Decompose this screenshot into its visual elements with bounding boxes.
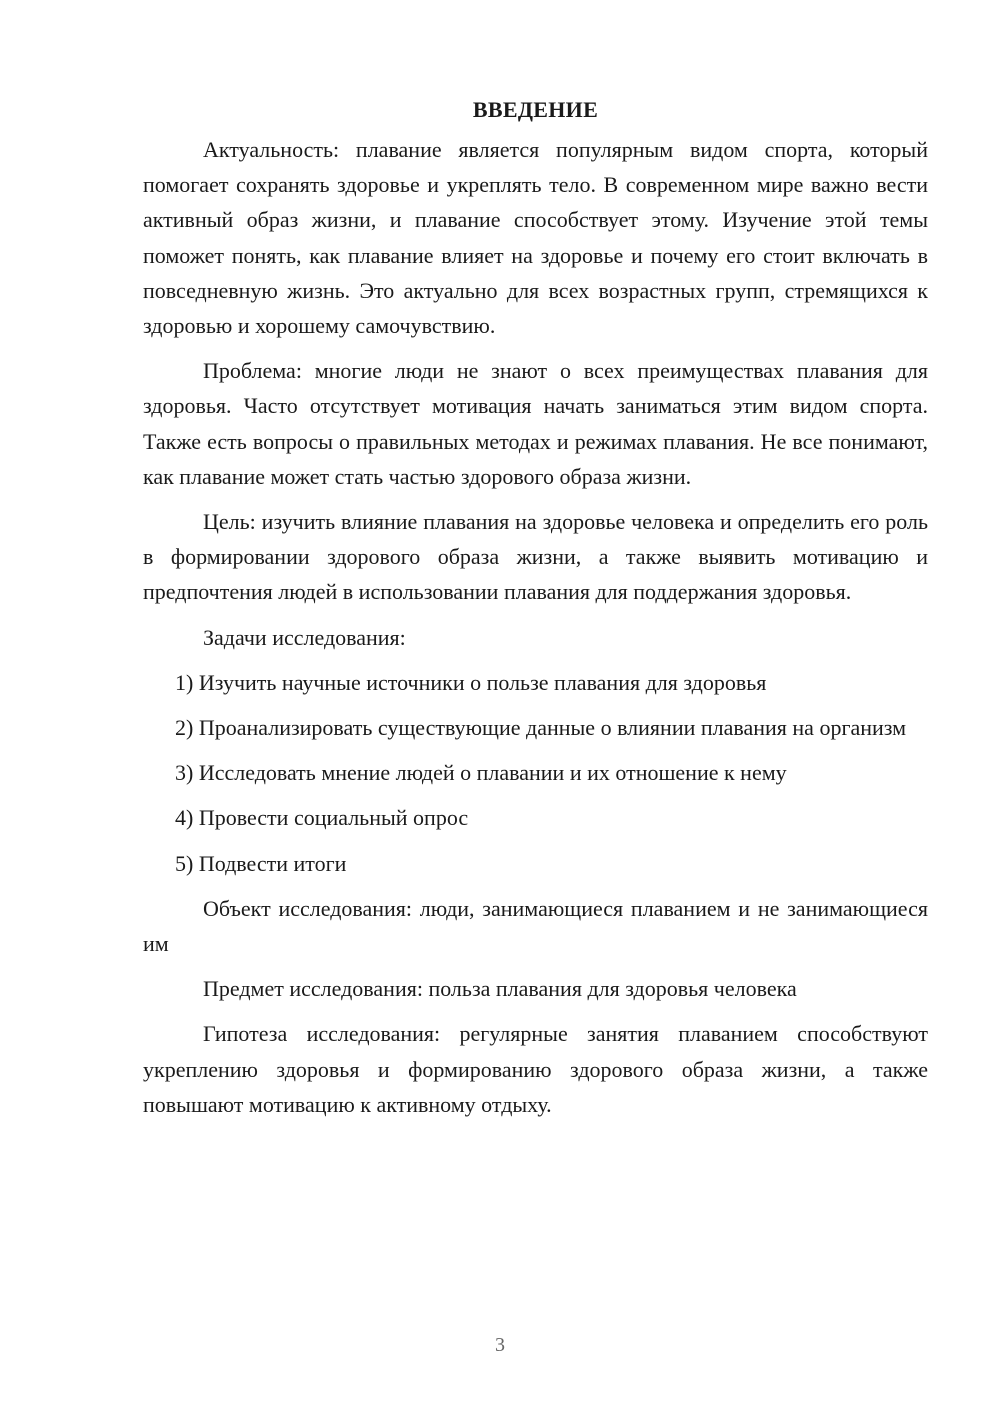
paragraph-object: Объект исследования: люди, занимающиеся плаванием и не занимающиеся им	[143, 895, 928, 957]
paragraph-subject: Предмет исследования: польза плавания для здоровья человека	[203, 976, 797, 1002]
paragraph-hypothesis: Гипотеза исследования: регулярные занятия плаванием способствуют укреплению здоровья и формированию здорового образа жизни, а также повышают мотивацию к активному отдыху.	[143, 1021, 928, 1117]
document-page	[143, 92, 928, 1132]
task-item-2: 2) Проанализировать существующие данные о влиянии плавания на организм	[175, 715, 907, 741]
task-item-5: 5) Подвести итоги	[175, 850, 347, 876]
task-item-3: 3) Исследовать мнение людей о плавании и их отношение к нему	[175, 760, 787, 786]
paragraph-goal: Цель: изучить влияние плавания на здоровье человека и определить его роль в формировании здорового образа жизни, а также выявить мотивацию и предпочтения людей в использовании плавания для поддержания здоровья.	[143, 509, 928, 605]
paragraph-problem: Проблема: многие люди не знают о всех преимуществах плавания для здоровья. Часто отсутствует мотивация начать заниматься этим видом спорта. Также есть вопросы о правильных методах и режимах плавания. Не все понимают, как плавание может стать частью здорового образа жизни.	[143, 358, 928, 489]
paragraph-tasks-heading: Задачи исследования:	[203, 624, 406, 650]
page-number: 3	[495, 1334, 505, 1356]
task-item-4: 4) Провести социальный опрос	[175, 805, 469, 831]
task-item-1: 1) Изучить научные источники о пользе плавания для здоровья	[175, 669, 767, 695]
paragraph-relevance: Актуальность: плавание является популярным видом спорта, который помогает сохранять здоровье и укреплять тело. В современном мире важно вести активный образ жизни, и плавание способствует этому. Изучение этой темы поможет понять, как плавание влияет на здоровье и почему его стоит включать в повседневную жизнь. Это актуально для всех возрастных групп, стремящихся к здоровью и хорошему самочувствию.	[143, 137, 928, 339]
section-title: ВВЕДЕНИЕ	[472, 97, 599, 122]
